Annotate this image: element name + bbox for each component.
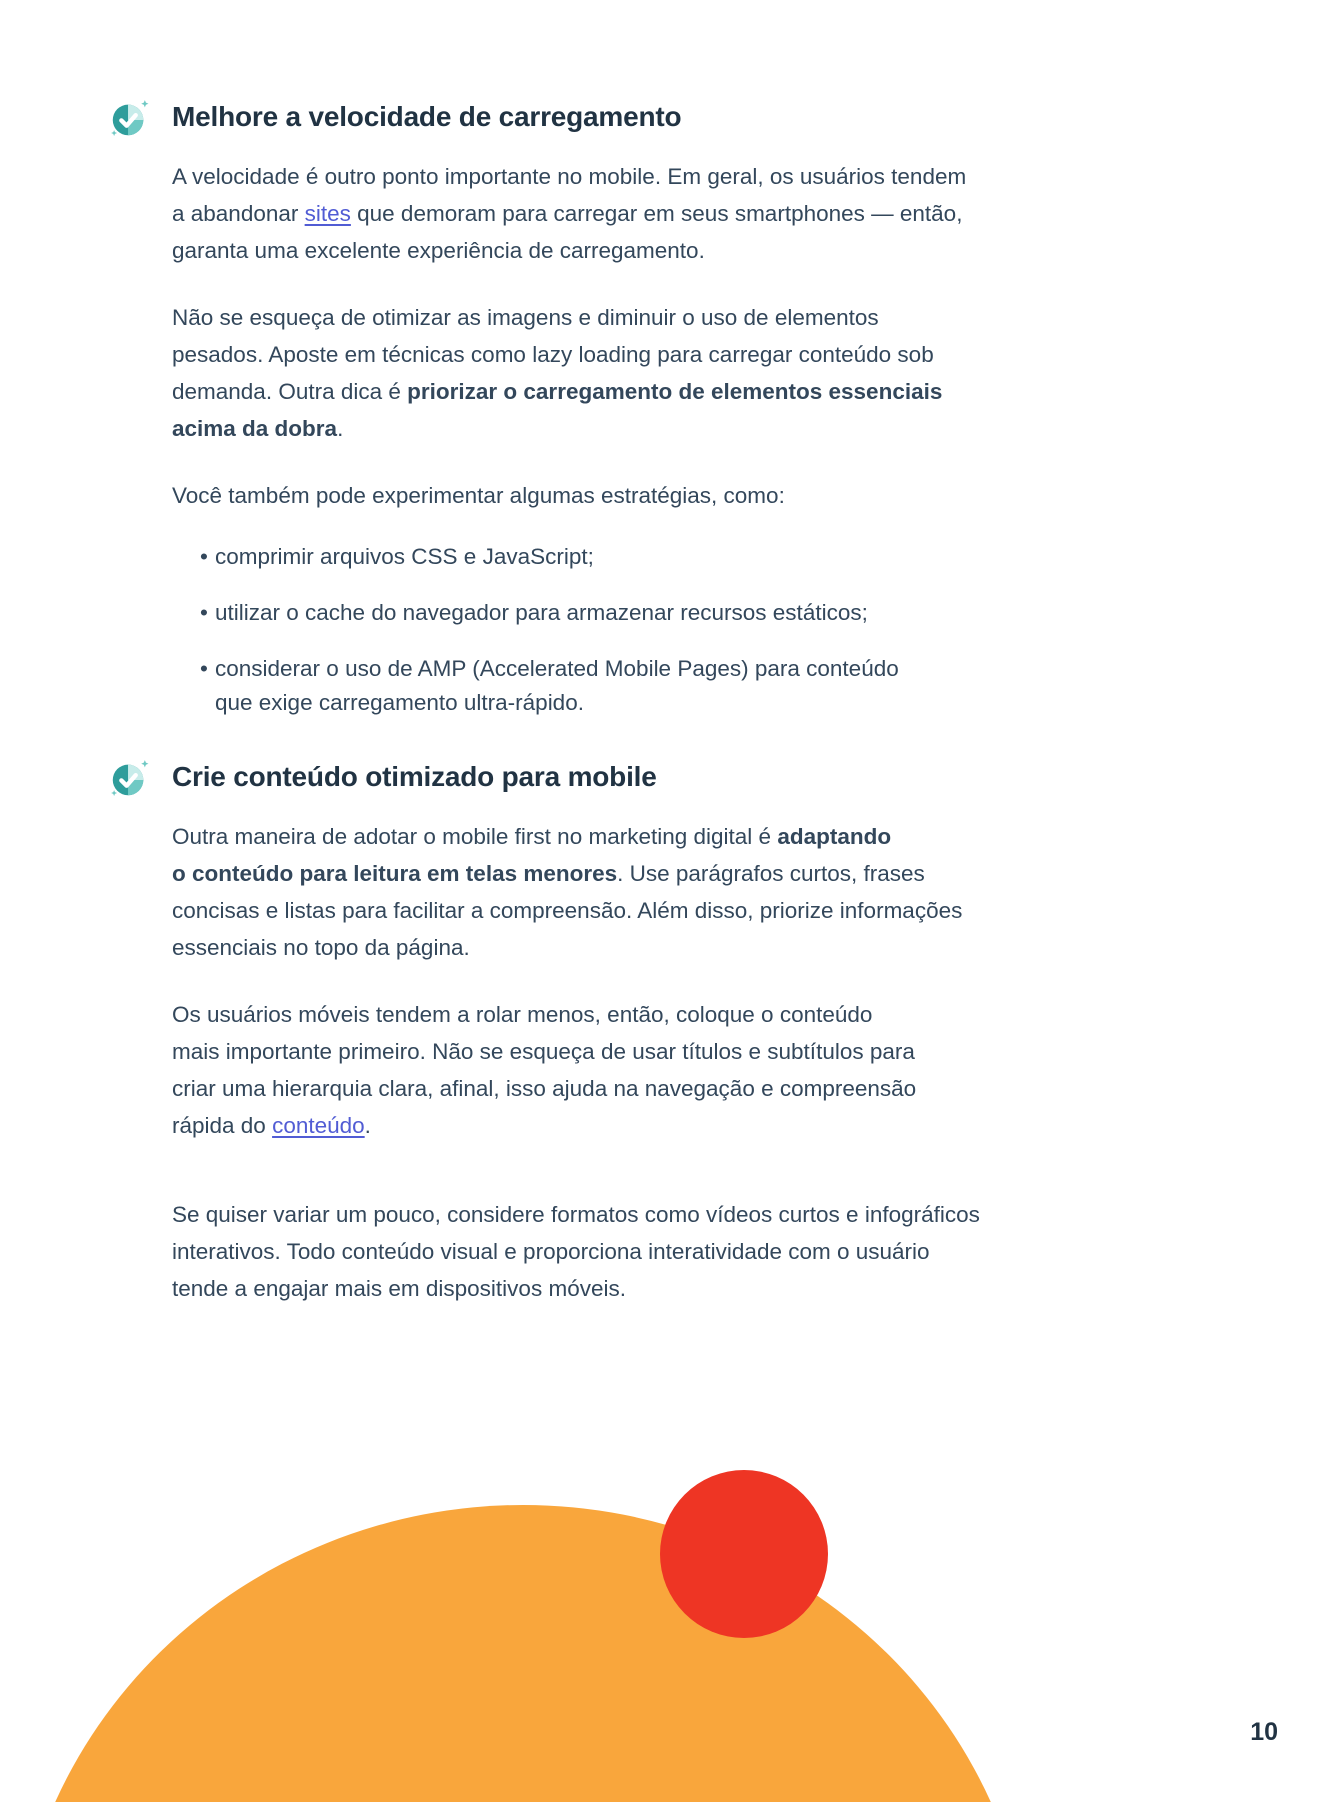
text-run: comprimir arquivos CSS e JavaScript; bbox=[215, 544, 594, 569]
check-circle-icon bbox=[108, 98, 150, 140]
text-run: Se quiser variar um pouco, considere formatos como vídeos curtos e infográficos bbox=[172, 1202, 980, 1227]
bullet-list bbox=[200, 540, 1122, 720]
text-run: criar uma hierarquia clara, afinal, isso ajuda na navegação e compreensão bbox=[172, 1076, 917, 1101]
text-run: demanda. Outra dica é bbox=[172, 379, 408, 404]
list-item bbox=[200, 652, 1122, 720]
text-run: . bbox=[364, 1113, 371, 1138]
text-run: garanta uma excelente experiência de carregamento. bbox=[172, 238, 705, 263]
list-item bbox=[200, 540, 1122, 574]
body-paragraph bbox=[172, 299, 1122, 447]
text-run: que demoram para carregar em seus smartphones — então, bbox=[350, 201, 963, 226]
text-run: concisas e listas para facilitar a compreensão. Além disso, priorize informações bbox=[172, 898, 963, 923]
section-heading: Crie conteúdo otimizado para mobile bbox=[172, 761, 657, 792]
text-run: A velocidade é outro ponto importante no mobile. Em geral, os usuários tendem bbox=[172, 164, 967, 189]
text-run: tende a engajar mais em dispositivos móveis. bbox=[172, 1276, 626, 1301]
body-paragraph bbox=[172, 477, 1122, 514]
text-run: considerar o uso de AMP (Accelerated Mobile Pages) para conteúdo bbox=[215, 656, 899, 681]
bold-text: adaptando bbox=[777, 824, 892, 849]
red-circle-shape bbox=[660, 1470, 828, 1638]
text-run: a abandonar bbox=[172, 201, 305, 226]
text-run: utilizar o cache do navegador para armazenar recursos estáticos; bbox=[215, 600, 868, 625]
text-run: Outra maneira de adotar o mobile first no marketing digital é bbox=[172, 824, 778, 849]
list-item bbox=[200, 596, 1122, 630]
body-paragraph bbox=[172, 1196, 1122, 1307]
bold-text: o conteúdo para leitura em telas menores bbox=[172, 861, 618, 886]
text-run: mais importante primeiro. Não se esqueça de usar títulos e subtítulos para bbox=[172, 1039, 915, 1064]
text-run: interativos. Todo conteúdo visual e proporciona interatividade com o usuário bbox=[172, 1239, 930, 1264]
text-run: Você também pode experimentar algumas estratégias, como: bbox=[172, 483, 785, 508]
text-run: . Use parágrafos curtos, frases bbox=[617, 861, 925, 886]
section-1 bbox=[172, 96, 1122, 720]
text-run: que exige carregamento ultra-rápido. bbox=[215, 690, 584, 715]
content-area bbox=[172, 96, 1122, 1307]
section-header bbox=[172, 96, 1122, 138]
section-heading: Melhore a velocidade de carregamento bbox=[172, 101, 682, 132]
text-run: . bbox=[337, 416, 344, 441]
section-header bbox=[172, 756, 1122, 798]
section-2 bbox=[172, 756, 1122, 1307]
inline-link[interactable]: sites bbox=[304, 201, 351, 226]
body-paragraph bbox=[172, 996, 1122, 1144]
body-paragraph bbox=[172, 818, 1122, 966]
text-run: Os usuários móveis tendem a rolar menos, então, coloque o conteúdo bbox=[172, 1002, 873, 1027]
inline-link[interactable]: conteúdo bbox=[272, 1113, 365, 1138]
text-run: Não se esqueça de otimizar as imagens e diminuir o uso de elementos bbox=[172, 305, 879, 330]
orange-dome-shape bbox=[12, 1505, 1034, 1802]
bold-text: priorizar o carregamento de elementos essenciais bbox=[407, 379, 943, 404]
text-run: pesados. Aposte em técnicas como lazy loading para carregar conteúdo sob bbox=[172, 342, 934, 367]
body-paragraph bbox=[172, 158, 1122, 269]
page-number: 10 bbox=[1250, 1718, 1278, 1746]
text-run: rápida do bbox=[172, 1113, 273, 1138]
bold-text: acima da dobra bbox=[172, 416, 338, 441]
text-run: essenciais no topo da página. bbox=[172, 935, 470, 960]
check-circle-icon bbox=[108, 758, 150, 800]
